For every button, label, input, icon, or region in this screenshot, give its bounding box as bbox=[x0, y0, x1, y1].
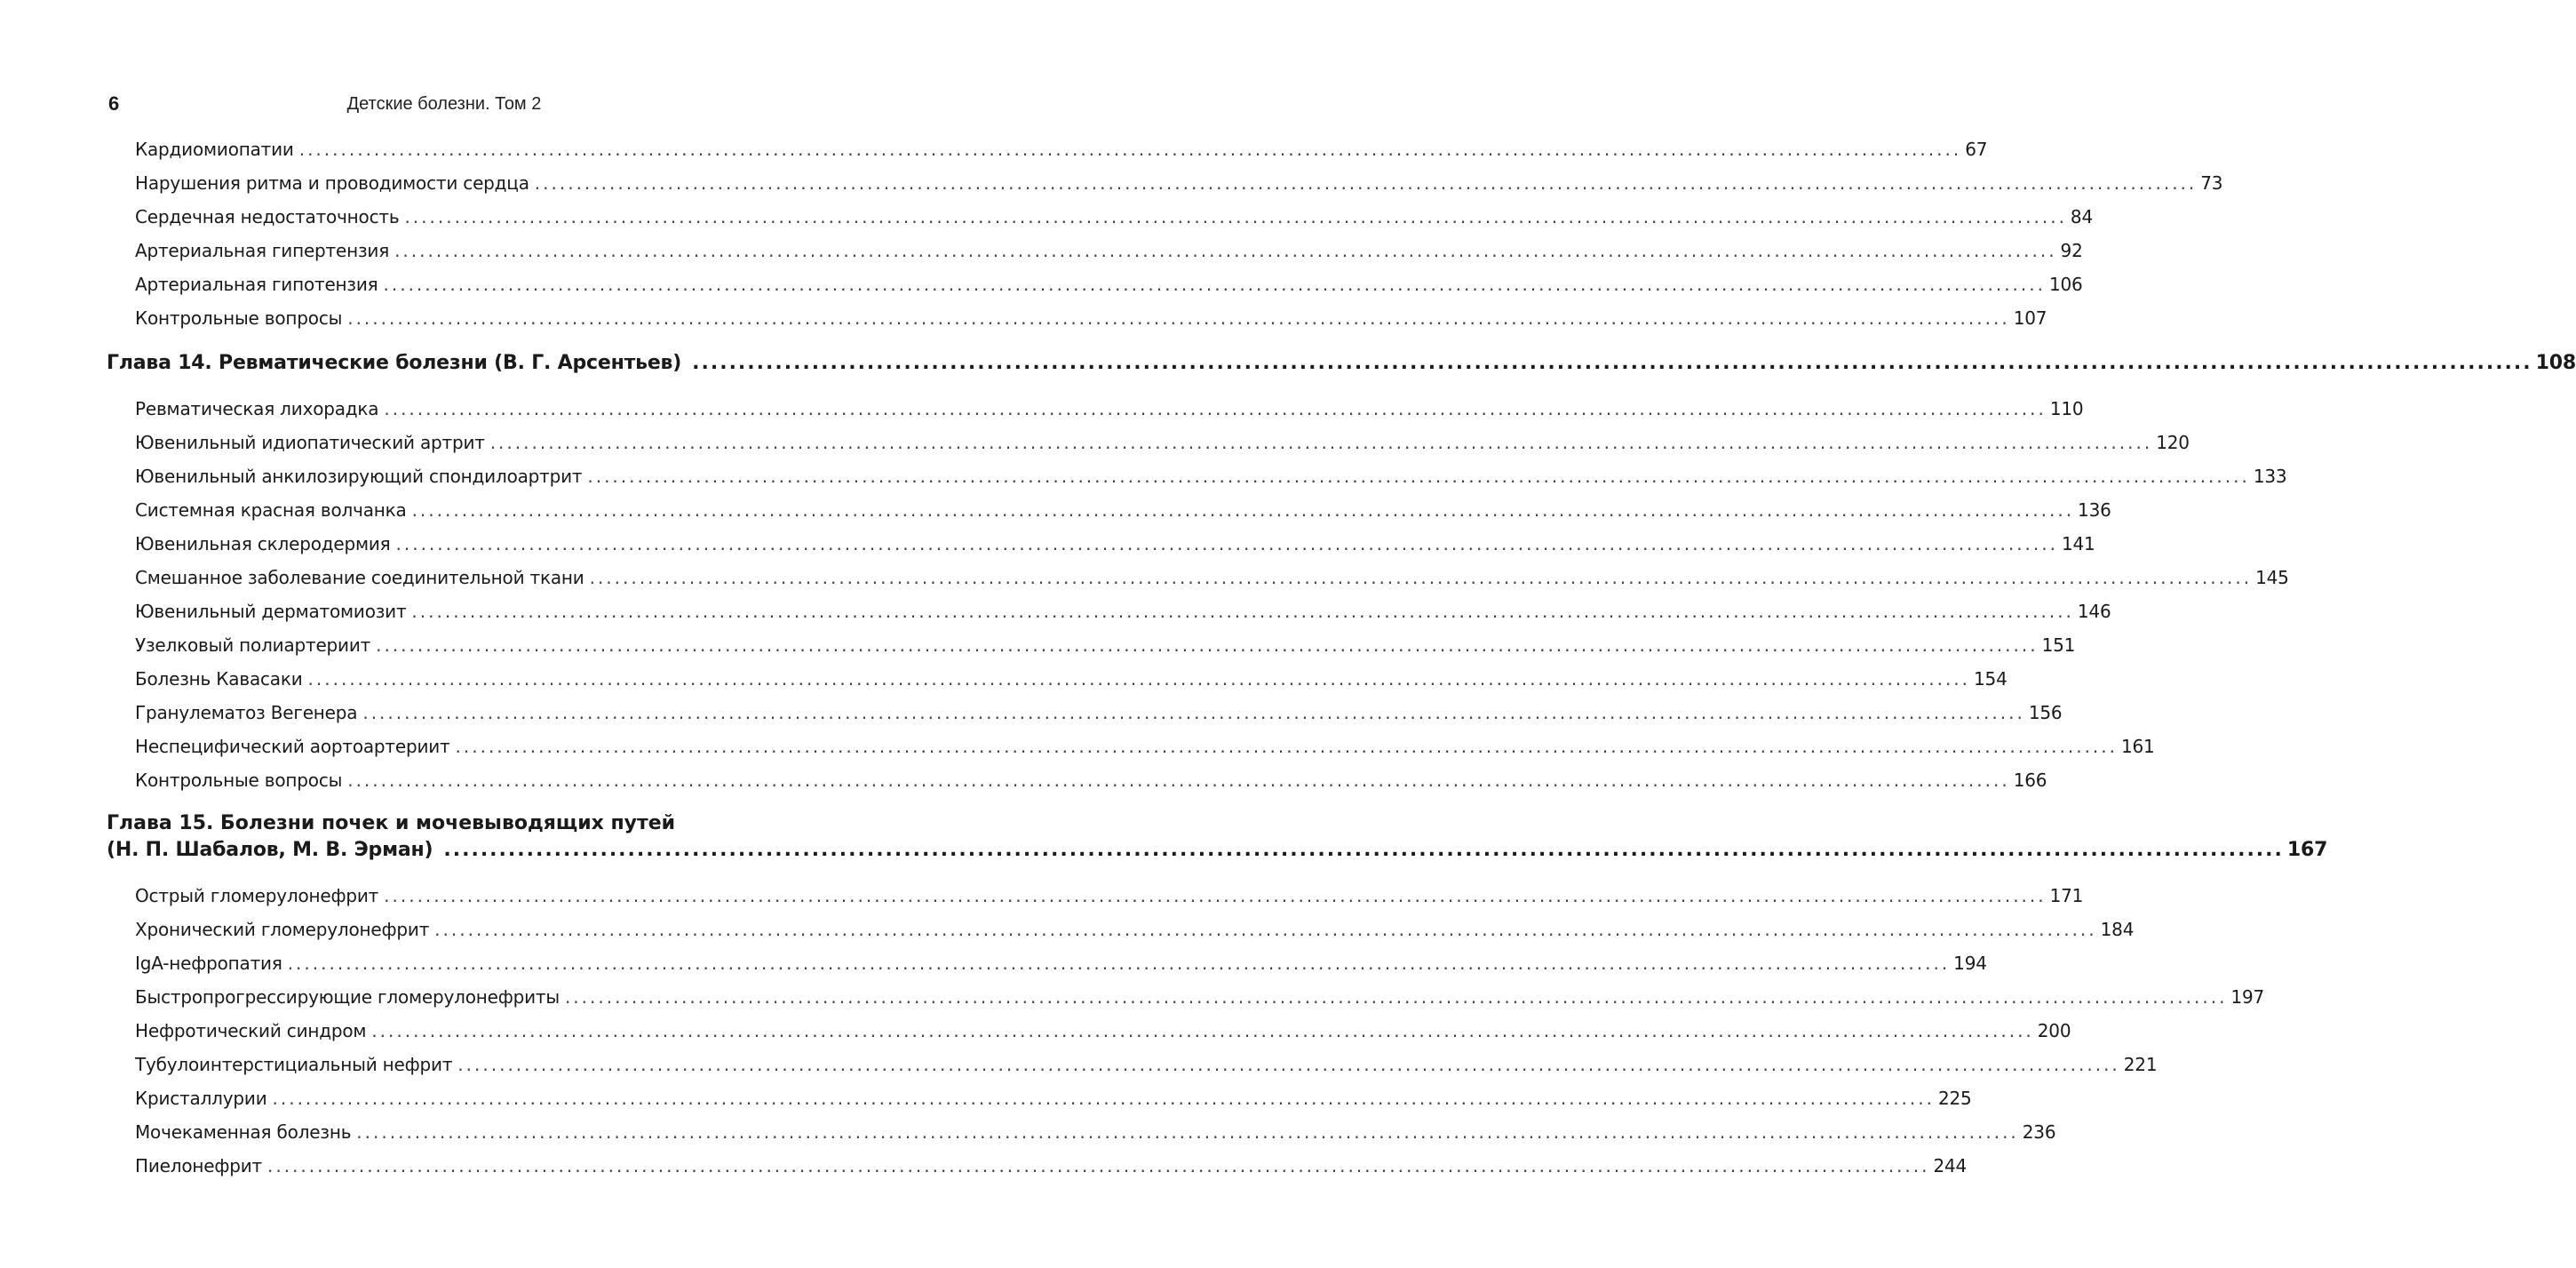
toc-entry-page: 154 bbox=[1974, 668, 2008, 690]
toc-entry-title: Гранулематоз Вегенера bbox=[135, 702, 358, 723]
toc-entry-page: 67 bbox=[1965, 139, 1988, 160]
running-title: Детские болезни. Том 2 bbox=[346, 94, 542, 114]
toc-entry-title: Кристаллурии bbox=[135, 1088, 267, 1109]
leader-dots: ........................................................................................................................................................................................................ bbox=[362, 702, 2025, 723]
leader-dots: ........................................................................................................................................................................................................ bbox=[272, 1088, 1935, 1109]
toc-entry-page: 166 bbox=[2013, 770, 2047, 791]
toc-entry-title: Ювенильный дерматомиозит bbox=[135, 601, 407, 622]
toc-entry-page: 161 bbox=[2121, 736, 2155, 757]
leader-dots: ........................................................................................................................................................................................................ bbox=[564, 986, 2228, 1008]
toc-entry[interactable] bbox=[135, 1121, 2056, 1143]
leader-dots: ........................................................................................................................................................................................................ bbox=[394, 240, 2057, 261]
toc-entry[interactable] bbox=[135, 206, 2093, 227]
toc-entry-title: Тубулоинтерстициальный нефрит bbox=[135, 1054, 453, 1075]
toc-chapter-page: 108 bbox=[2535, 352, 2576, 374]
leader-dots: ........................................................................................................................................................................................................ bbox=[455, 736, 2118, 757]
toc-entry-title: Системная красная волчанка bbox=[135, 499, 407, 521]
leader-dots: ........................................................................................................................................................................................................ bbox=[534, 172, 2198, 194]
toc-chapter-15-title-line1[interactable]: Глава 15. Болезни почек и мочевыводящих путей bbox=[107, 812, 676, 834]
leader-dots: ........................................................................................................................................................................................................ bbox=[383, 274, 2046, 295]
toc-chapter-page: 167 bbox=[2286, 839, 2328, 861]
toc-entry[interactable] bbox=[135, 736, 2155, 757]
toc-entry-title: Сердечная недостаточность bbox=[135, 206, 400, 227]
leader-dots: ........................................................................................................................................................................................................ bbox=[411, 601, 2074, 622]
leader-dots: ........................................................................................................................................................................................................ bbox=[347, 770, 2010, 791]
toc-entry[interactable] bbox=[135, 1054, 2158, 1075]
leader-dots: ........................................................................................................................................................................................................ bbox=[376, 634, 2039, 656]
toc-entry-title: Контрольные вопросы bbox=[135, 307, 343, 329]
toc-entry-title: Быстропрогрессирующие гломерулонефриты bbox=[135, 986, 560, 1008]
toc-entry-page: 194 bbox=[1953, 953, 1987, 974]
toc-entry-page: 73 bbox=[2200, 172, 2223, 194]
leader-dots: ........................................................................................................................................................................................................ bbox=[287, 953, 1951, 974]
toc-entry-title: Пиелонефрит bbox=[135, 1155, 262, 1176]
toc-entry-title: Кардиомиопатии bbox=[135, 139, 294, 160]
toc-entry-page: 200 bbox=[2037, 1020, 2071, 1041]
toc-entry-page: 120 bbox=[2156, 432, 2190, 453]
toc-entry-title: IgA-нефропатия bbox=[135, 953, 282, 974]
leader-dots: ........................................................................................................................................................................................................ bbox=[587, 466, 2250, 487]
leader-dots: ........................................................................................................................................................................................................ bbox=[589, 567, 2253, 588]
toc-entry-page: 184 bbox=[2100, 919, 2135, 940]
toc-entry[interactable] bbox=[135, 307, 2047, 329]
toc-entry-page: 110 bbox=[2049, 398, 2084, 419]
toc-entry-title: Нефротический синдром bbox=[135, 1020, 367, 1041]
toc-entry[interactable] bbox=[135, 668, 2008, 690]
toc-entry-page: 225 bbox=[1937, 1088, 1972, 1109]
toc-entry-title: Мочекаменная болезнь bbox=[135, 1121, 352, 1143]
toc-entry[interactable] bbox=[135, 398, 2084, 419]
leader-dots: ........................................................................................................................................................................................................ bbox=[298, 139, 1962, 160]
toc-entry-page: 146 bbox=[2077, 601, 2111, 622]
leader-dots: ........................................................................................................................................................................................................ bbox=[404, 206, 2067, 227]
toc-entry[interactable] bbox=[135, 953, 1987, 974]
toc-entry[interactable] bbox=[135, 634, 2076, 656]
toc-entry[interactable] bbox=[135, 702, 2063, 723]
toc-entry[interactable] bbox=[135, 885, 2084, 906]
leader-dots: ........................................................................................................................................................................................................ bbox=[443, 839, 2284, 861]
toc-chapter-15[interactable] bbox=[107, 839, 2328, 861]
toc-entry-title: Ювенильный анкилозирующий спондилоартрит bbox=[135, 466, 583, 487]
toc-entry-page: 106 bbox=[2048, 274, 2083, 295]
toc-chapter-title-line2: (Н. П. Шабалов, М. В. Эрман) bbox=[107, 839, 433, 861]
toc-entry-page: 151 bbox=[2041, 634, 2076, 656]
toc-entry[interactable] bbox=[135, 432, 2190, 453]
toc-entry-page: 84 bbox=[2070, 206, 2093, 227]
toc-entry-title: Ревматическая лихорадка bbox=[135, 398, 379, 419]
toc-entry-title: Ювенильный идиопатический артрит bbox=[135, 432, 485, 453]
toc-entry-page: 133 bbox=[2253, 466, 2287, 487]
toc-entry-page: 107 bbox=[2013, 307, 2047, 329]
leader-dots: ........................................................................................................................................................................................................ bbox=[457, 1054, 2120, 1075]
toc-entry[interactable] bbox=[135, 601, 2111, 622]
toc-entry-page: 141 bbox=[2061, 533, 2095, 554]
toc-entry-page: 197 bbox=[2230, 986, 2265, 1008]
toc-entry[interactable] bbox=[135, 533, 2095, 554]
toc-entry[interactable] bbox=[135, 986, 2265, 1008]
toc-entry-page: 171 bbox=[2049, 885, 2084, 906]
toc-entry[interactable] bbox=[135, 919, 2135, 940]
leader-dots: ........................................................................................................................................................................................................ bbox=[692, 352, 2532, 374]
toc-entry-title: Болезнь Кавасаки bbox=[135, 668, 303, 690]
toc-entry-title: Нарушения ритма и проводимости сердца bbox=[135, 172, 529, 194]
toc-entry[interactable] bbox=[135, 466, 2287, 487]
toc-entry[interactable] bbox=[135, 274, 2083, 295]
toc-entry-title: Смешанное заболевание соединительной ткани bbox=[135, 567, 584, 588]
leader-dots: ........................................................................................................................................................................................................ bbox=[489, 432, 2153, 453]
leader-dots: ........................................................................................................................................................................................................ bbox=[384, 398, 2047, 419]
toc-entry-page: 156 bbox=[2028, 702, 2063, 723]
leader-dots: ........................................................................................................................................................................................................ bbox=[307, 668, 1971, 690]
toc-entry-page: 221 bbox=[2123, 1054, 2158, 1075]
toc-entry-page: 244 bbox=[1933, 1155, 1968, 1176]
leader-dots: ........................................................................................................................................................................................................ bbox=[384, 885, 2047, 906]
leader-dots: ........................................................................................................................................................................................................ bbox=[395, 533, 2058, 554]
toc-entry[interactable] bbox=[135, 499, 2111, 521]
toc-chapter-14[interactable] bbox=[107, 352, 2576, 374]
toc-entry[interactable] bbox=[135, 770, 2047, 791]
toc-entry[interactable] bbox=[135, 567, 2289, 588]
toc-entry-title: Артериальная гипотензия bbox=[135, 274, 378, 295]
toc-entry-title: Острый гломерулонефрит bbox=[135, 885, 379, 906]
page-number: 6 bbox=[108, 92, 120, 115]
toc-entry[interactable] bbox=[135, 1020, 2071, 1041]
leader-dots: ........................................................................................................................................................................................................ bbox=[356, 1121, 2019, 1143]
toc-entry-page: 92 bbox=[2060, 240, 2083, 261]
toc-entry-title: Артериальная гипертензия bbox=[135, 240, 390, 261]
toc-entry[interactable] bbox=[135, 1088, 1972, 1109]
toc-entry-page: 145 bbox=[2255, 567, 2289, 588]
toc-entry-title: Неспецифический аортоартериит bbox=[135, 736, 450, 757]
toc-entry[interactable] bbox=[135, 172, 2223, 194]
toc-entry-page: 136 bbox=[2078, 499, 2111, 521]
leader-dots: ........................................................................................................................................................................................................ bbox=[371, 1020, 2034, 1041]
toc-entry-title: Контрольные вопросы bbox=[135, 770, 343, 791]
leader-dots: ........................................................................................................................................................................................................ bbox=[411, 499, 2075, 521]
toc-entry-title: Хронический гломерулонефрит bbox=[135, 919, 430, 940]
leader-dots: ........................................................................................................................................................................................................ bbox=[267, 1155, 1930, 1176]
toc-entry-page: 236 bbox=[2022, 1121, 2056, 1143]
leader-dots: ........................................................................................................................................................................................................ bbox=[434, 919, 2097, 940]
toc-entry[interactable] bbox=[135, 1155, 1968, 1176]
leader-dots: ........................................................................................................................................................................................................ bbox=[347, 307, 2010, 329]
toc-entry-title: Узелковый полиартериит bbox=[135, 634, 371, 656]
toc-entry[interactable] bbox=[135, 240, 2083, 261]
toc-chapter-title: Глава 14. Ревматические болезни (В. Г. Арсентьев) bbox=[107, 352, 682, 374]
toc-entry-title: Ювенильная склеродермия bbox=[135, 533, 391, 554]
toc-entry[interactable] bbox=[135, 139, 1988, 160]
